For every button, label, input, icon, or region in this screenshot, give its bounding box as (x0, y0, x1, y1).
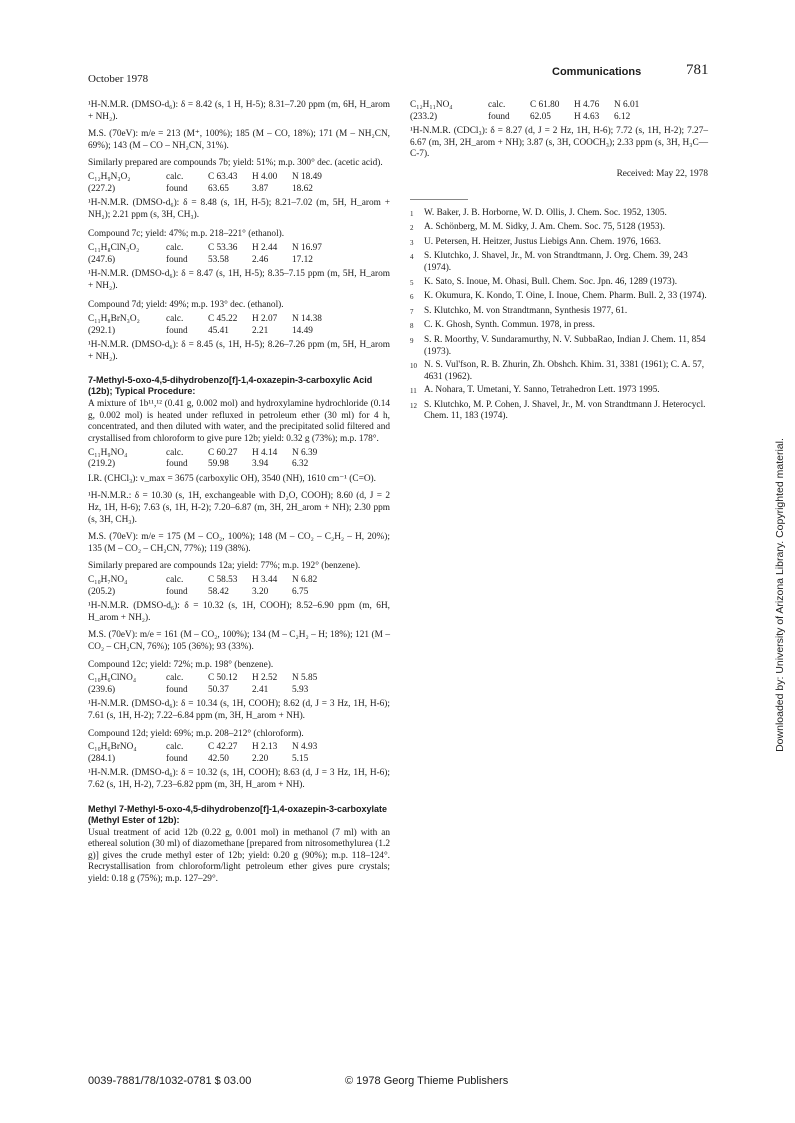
compound-7c-line: Compound 7c; yield: 47%; m.p. 218–221° (ethanol). (88, 229, 285, 240)
calc-label: calc. (166, 447, 184, 458)
found-h: H 4.63 (574, 111, 600, 122)
nmr-12b: ¹H-N.M.R.: δ = 10.30 (s, 1H, exchangeable with D₂O, COOH); 8.60 (d, J = 2 Hz, 1H, H-6); 7.63 (s, 1H, H-2); 7.20–6.87 (m, 3H, 2H_arom + NH); 2.30 ppm (s, 3H, CH₃). (88, 491, 390, 525)
found-c: 42.50 (208, 753, 229, 764)
found-label: found (488, 111, 510, 122)
calc-label: calc. (166, 673, 184, 684)
reference-item (410, 306, 708, 319)
found-label: found (166, 586, 188, 597)
reference-number: 6 (410, 293, 414, 302)
reference-item (410, 222, 708, 235)
calc-label: calc. (166, 313, 184, 324)
calc-h: H 2.52 (252, 673, 278, 684)
formula: C₁₁H₈BrN₃O₂ (88, 313, 140, 324)
procedure-ester: Usual treatment of acid 12b (0.22 g, 0.001 mol) in methanol (7 ml) with an ethereal solution (30 ml) of diazomethane [prepared from nitrosomethylurea (1.2 g)] gives the crude methyl ester of 12b; yield: 0.20 g (90%); m.p. 118–124°. Recrystallisation from chloroform/light petroleum ether gives pure crystals; yield: 0.18 g (75%); m.p. 127–29°. (88, 827, 390, 884)
analysis-12d (88, 742, 390, 765)
formula: C₁₂H₁₁NO₄ (410, 100, 453, 110)
found-c: 62.05 (530, 111, 551, 122)
found-h: 2.41 (252, 684, 269, 695)
found-label: found (166, 183, 188, 194)
found-label: found (166, 684, 188, 695)
calc-n: N 18.49 (292, 171, 322, 182)
found-h: 3.20 (252, 586, 269, 597)
compound-12d-line: Compound 12d; yield: 69%; m.p. 208–212° (chloroform). (88, 728, 304, 739)
reference-text: U. Petersen, H. Heitzer, Justus Liebigs Ann. Chem. 1976, 1663. (424, 236, 661, 247)
reference-text: K. Okumura, K. Kondo, T. Oine, I. Inoue, Chem. Pharm. Bull. 2, 33 (1974). (424, 291, 707, 302)
reference-item (410, 208, 708, 221)
nmr-12a: ¹H-N.M.R. (DMSO-d₆): δ = 10.32 (s, 1H, COOH); 8.52–6.90 ppm (m, 6H, H_arom + NH₂). (88, 601, 390, 623)
found-h: 2.46 (252, 254, 269, 265)
nmr-7d: ¹H-N.M.R. (DMSO-d₆): δ = 8.45 (s, 1H, H-5); 8.26–7.26 ppm (m, 5H, H_arom + NH₂). (88, 340, 390, 362)
right-column (410, 100, 708, 425)
reference-text: S. Klutchko, M. von Strandtmann, Synthesis 1977, 61. (424, 305, 628, 316)
ms-12a: M.S. (70eV): m/e = 161 (M – CO₂, 100%); 134 (M – C₂H₂ – H; 18%); 121 (M – CO₂ – CH₂CN, 76%); 105 (36%); 93 (33%). (88, 630, 390, 652)
calc-n: N 5.85 (292, 673, 318, 684)
formula: C₁₀H₆BrNO₄ (88, 742, 137, 753)
found-h: 2.20 (252, 753, 269, 764)
calc-h: H 4.00 (252, 171, 278, 182)
reference-number: 12 (410, 401, 417, 410)
procedure-heading-ester: Methyl 7-Methyl-5-oxo-4,5-dihydrobenzo[f]-1,4-oxazepin-3-carboxylate (Methyl Ester of 12b): (88, 803, 388, 825)
formula: C₁₂H₉N₃O₂ (88, 171, 131, 182)
compound-12a-line: Similarly prepared are compounds 12a; yield: 77%; m.p. 192° (benzene). (88, 561, 361, 572)
reference-text: W. Baker, J. B. Horborne, W. D. Ollis, J. Chem. Soc. 1952, 1305. (424, 207, 667, 218)
calc-c: C 42.27 (208, 742, 238, 753)
analysis-ester (410, 100, 708, 123)
nmr-12c: ¹H-N.M.R. (DMSO-d₆): δ = 10.34 (s, 1H, COOH); 8.62 (d, J = 3 Hz, 1H, H-6); 7.61 (s, 1H, H-2); 7.22–6.84 ppm (m, 3H, H_arom + NH). (88, 699, 390, 721)
calc-c: C 60.27 (208, 447, 238, 458)
calc-n: N 6.01 (614, 100, 640, 110)
found-c: 63.65 (208, 183, 229, 194)
calc-h: H 2.07 (252, 313, 278, 324)
found-c: 45.41 (208, 325, 229, 336)
mol-weight: (239.6) (88, 684, 116, 695)
calc-label: calc. (166, 242, 184, 253)
calc-c: C 63.43 (208, 171, 238, 182)
section-title: Communications (552, 66, 642, 78)
procedure-12b: A mixture of 1b¹¹,¹² (0.41 g, 0.002 mol) and hydroxylamine hydrochloride (0.14 g, 0.002 mol) is heated under refluxed in petroleum ether (30 ml) for 4 h, concentrated, and then diluted with water, and the precipitated solid filtered and crystallised from chloroform to give pure 12b; yield: 0.32 g (73%); m.p. 178°. (88, 399, 390, 445)
reference-number: 1 (410, 209, 414, 218)
found-h: 3.87 (252, 183, 269, 194)
ms-12b: M.S. (70eV): m/e = 175 (M – CO₂, 100%); 148 (M – CO₂ – C₂H₂ – H, 20%); 135 (M – CO₂ – CH₂CN, 77%); 119 (38%). (88, 532, 390, 554)
analysis-12b (88, 448, 390, 471)
reference-item (410, 360, 708, 383)
reference-text: A. Schönberg, M. M. Sidky, J. Am. Chem. Soc. 75, 5128 (1953). (424, 222, 665, 233)
found-h: 3.94 (252, 459, 269, 470)
reference-number: 9 (410, 336, 414, 345)
calc-label: calc. (166, 171, 184, 182)
nmr-7a: ¹H-N.M.R. (DMSO-d₆): δ = 8.42 (s, 1 H, H-5); 8.31–7.20 ppm (m, 6H, H_arom + NH₂). (88, 100, 390, 122)
copyright: © 1978 Georg Thieme Publishers (345, 1075, 509, 1087)
analysis-7b (88, 172, 390, 195)
mol-weight: (219.2) (88, 459, 116, 470)
issue-date: October 1978 (88, 73, 149, 85)
ms-7a: M.S. (70eV): m/e = 213 (M⁺, 100%); 185 (M – CO, 18%); 171 (M – NH₂CN, 69%); 143 (M – CO – NH₂CN, 31%). (88, 129, 390, 151)
calc-label: calc. (166, 742, 184, 753)
reference-item (410, 335, 708, 358)
found-label: found (166, 325, 188, 336)
compound-7d-line: Compound 7d; yield: 49%; m.p. 193° dec. (ethanol). (88, 300, 284, 311)
analysis-12c (88, 673, 390, 696)
analysis-7c (88, 243, 390, 266)
calc-label: calc. (488, 100, 506, 110)
calc-h: H 2.13 (252, 742, 278, 753)
reference-item (410, 291, 708, 304)
found-c: 59.98 (208, 459, 229, 470)
formula: C₁₀H₇NO₄ (88, 575, 128, 585)
mol-weight: (227.2) (88, 183, 116, 194)
formula: C₁₀H₆ClNO₄ (88, 673, 137, 684)
received-date: Received: May 22, 1978 (616, 168, 708, 179)
calc-c: C 58.53 (208, 575, 238, 585)
analysis-7d (88, 314, 390, 337)
reference-text: C. K. Ghosh, Synth. Commun. 1978, in press. (424, 320, 595, 331)
found-n: 5.93 (292, 684, 309, 695)
found-n: 17.12 (292, 254, 313, 265)
found-n: 14.49 (292, 325, 313, 336)
calc-c: C 45.22 (208, 313, 238, 324)
calc-h: H 3.44 (252, 575, 278, 585)
left-column (88, 100, 390, 891)
nmr-ester: ¹H-N.M.R. (CDCl₃): δ = 8.27 (d, J = 2 Hz, 1H, H-6); 7.72 (s, 1H, H-2); 7.27–6.67 (m, 3H, 2H_arom + NH); 3.87 (s, 3H, COOCH₃); 2.33 ppm (s, 3H, H₃C—C-7). (410, 126, 708, 160)
found-n: 18.62 (292, 183, 313, 194)
found-n: 6.75 (292, 586, 309, 597)
nmr-7c: ¹H-N.M.R. (DMSO-d₆): δ = 8.47 (s, 1H, H-5); 8.35–7.15 ppm (m, 5H, H_arom + NH₂). (88, 269, 390, 291)
reference-item (410, 320, 708, 333)
mol-weight: (292.1) (88, 325, 116, 336)
reference-text: S. R. Moorthy, V. Sundaramurthy, N. V. SubbaRao, Indian J. Chem. 11, 854 (1973). (424, 334, 706, 357)
reference-item (410, 277, 708, 290)
found-h: 2.21 (252, 325, 269, 336)
download-watermark: Downloaded by: University of Arizona Library. Copyrighted material. (774, 438, 786, 752)
mol-weight: (233.2) (410, 111, 438, 122)
formula: C₁₁H₉NO₄ (88, 447, 128, 458)
calc-h: H 4.14 (252, 447, 278, 458)
reference-text: A. Nohara, T. Umetani, Y. Sanno, Tetrahedron Lett. 1973 1995. (424, 385, 660, 396)
procedure-heading-12b: 7-Methyl-5-oxo-4,5-dihydrobenzo[f]-1,4-oxazepin-3-carboxylic Acid (12b); Typical Procedure: (88, 375, 373, 397)
ir-12b: I.R. (CHCl₃): ν_max = 3675 (carboxylic OH), 3540 (NH), 1610 cm⁻¹ (C=O). (88, 473, 376, 484)
calc-n: N 14.38 (292, 313, 322, 324)
analysis-12a (88, 575, 390, 598)
article-code: 0039-7881/78/1032-0781 $ 03.00 (88, 1075, 252, 1087)
reference-item (410, 251, 708, 274)
found-c: 50.37 (208, 684, 229, 695)
found-label: found (166, 254, 188, 265)
calc-c: C 50.12 (208, 673, 238, 684)
nmr-12d: ¹H-N.M.R. (DMSO-d₆): δ = 10.32 (s, 1H, COOH); 8.63 (d, J = 3 Hz, 1H, H-6); 7.62 (s, 1H, H-2), 7.23–6.82 ppm (m, 3H, H_arom + NH). (88, 768, 390, 790)
reference-number: 5 (410, 278, 414, 287)
calc-n: N 6.39 (292, 447, 318, 458)
nmr-7b: ¹H-N.M.R. (DMSO-d₆): δ = 8.48 (s, 1H, H-5); 8.21–7.02 (m, 5H, H_arom + NH₂); 2.21 ppm (s, 3H, CH₃). (88, 198, 390, 220)
references-list (410, 208, 708, 424)
reference-text: K. Sato, S. Inoue, M. Ohasi, Bull. Chem. Soc. Jpn. 46, 1289 (1973). (424, 276, 678, 287)
reference-number: 4 (410, 253, 414, 262)
found-c: 58.42 (208, 586, 229, 597)
reference-text: N. S. Vul'fson, R. B. Zhurin, Zh. Obshch. Khim. 31, 3381 (1961); C. A. 57, 4631 (1962). (424, 360, 705, 382)
calc-label: calc. (166, 575, 184, 585)
reference-number: 7 (410, 307, 414, 316)
calc-n: N 16.97 (292, 242, 322, 253)
references-divider (410, 199, 468, 200)
compound-12c-line: Compound 12c; yield: 72%; m.p. 198° (benzene). (88, 659, 274, 670)
reference-item (410, 400, 708, 423)
calc-n: N 4.93 (292, 742, 318, 753)
reference-number: 3 (410, 238, 414, 247)
reference-text: S. Klutchko, J. Shavel, Jr., M. von Strandtmann, J. Org. Chem. 39, 243 (1974). (424, 251, 688, 273)
mol-weight: (247.6) (88, 254, 116, 265)
reference-item (410, 237, 708, 250)
calc-c: C 53.36 (208, 242, 238, 253)
found-label: found (166, 459, 188, 470)
reference-text: S. Klutchko, M. P. Cohen, J. Shavel, Jr., M. von Strandtmann J. Heterocycl. Chem. 11, 183 (1974). (424, 399, 706, 422)
page-number: 781 (686, 62, 709, 78)
compound-7b-line: Similarly prepared are compounds 7b; yield: 51%; m.p. 300° dec. (acetic acid). (88, 158, 383, 169)
formula: C₁₁H₈ClN₃O₂ (88, 242, 140, 253)
calc-h: H 4.76 (574, 100, 600, 110)
reference-item (410, 385, 708, 398)
calc-c: C 61.80 (530, 100, 560, 110)
found-n: 6.32 (292, 459, 309, 470)
calc-h: H 2.44 (252, 242, 278, 253)
calc-n: N 6.82 (292, 575, 318, 585)
reference-number: 8 (410, 322, 414, 331)
found-label: found (166, 753, 188, 764)
reference-number: 11 (410, 387, 417, 396)
reference-number: 2 (410, 224, 414, 233)
found-n: 6.12 (614, 111, 631, 122)
mol-weight: (205.2) (88, 586, 116, 597)
found-c: 53.58 (208, 254, 229, 265)
mol-weight: (284.1) (88, 753, 116, 764)
reference-number: 10 (410, 362, 417, 371)
found-n: 5.15 (292, 753, 309, 764)
